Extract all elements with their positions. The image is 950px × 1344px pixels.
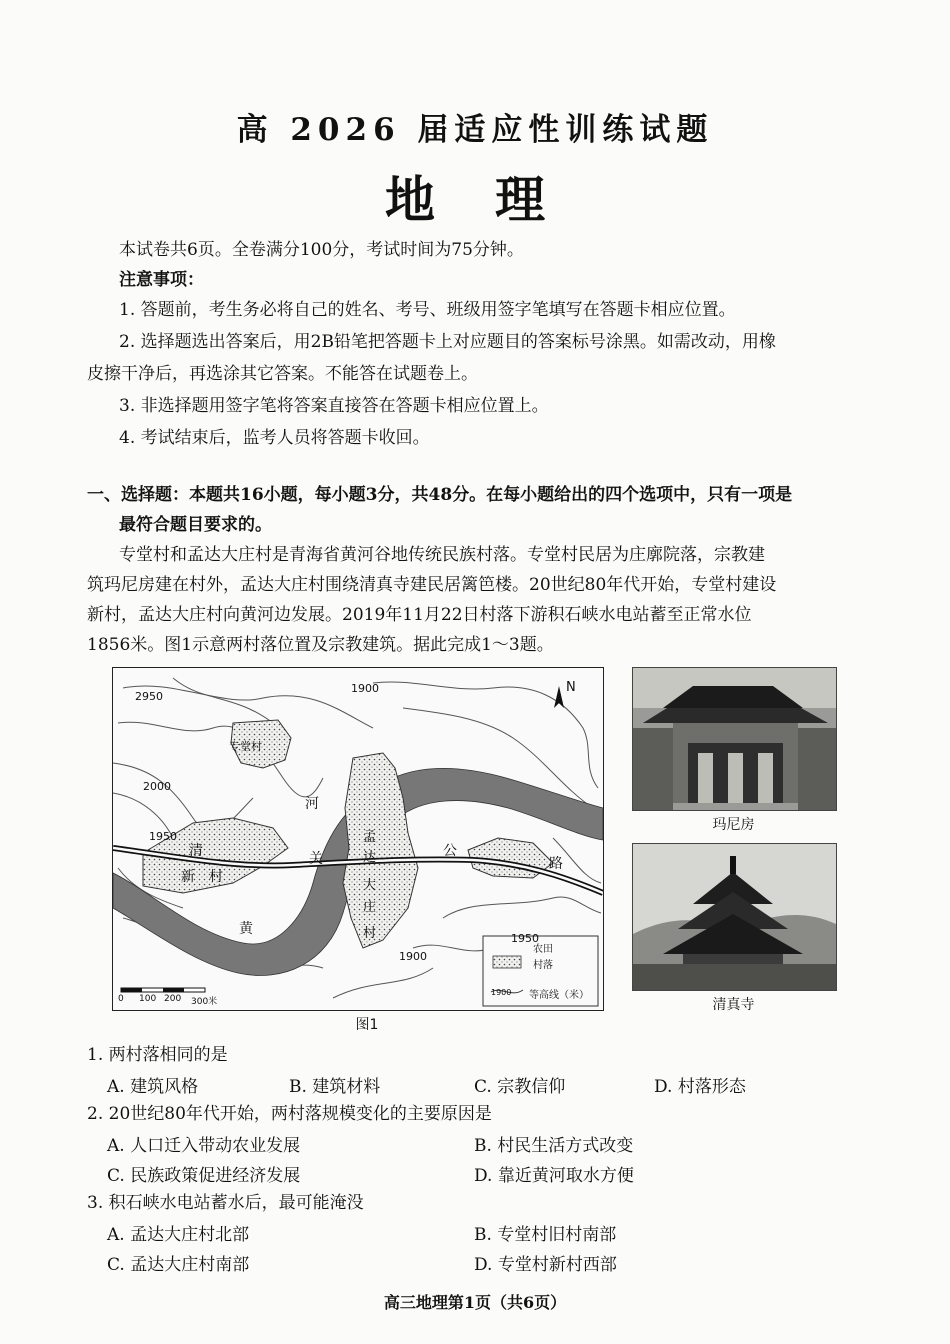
- label-mengda-4: 庄: [363, 900, 377, 915]
- label-qing: 清: [189, 843, 203, 859]
- question-3-option-c[interactable]: C. 孟达大庄村南部: [107, 1255, 250, 1275]
- label-mengda-1: 孟: [363, 830, 377, 845]
- legend-village: 村落: [533, 960, 553, 971]
- notice-line-2: 2. 选择题选出答案后，用2B铅笔把答题卡上对应题目的答案标号涂黑。如需改动，用橡: [119, 332, 776, 352]
- legend-farmland: 农田: [533, 944, 553, 955]
- section-heading: 一、选择题：本题共16小题，每小题3分，共48分。在每小题给出的四个选项中，只有一项是: [87, 485, 793, 505]
- scale-100: 100: [139, 994, 157, 1004]
- contour-label-2950: 2950: [135, 690, 163, 703]
- question-3-option-b[interactable]: B. 专堂村旧村南部: [474, 1225, 617, 1245]
- scale-200: 200: [164, 994, 182, 1004]
- question-2-option-c[interactable]: C. 民族政策促进经济发展: [107, 1166, 301, 1186]
- label-mengda-2: 达: [363, 850, 377, 865]
- notice-heading: 注意事项：: [119, 270, 204, 290]
- village-map: [112, 667, 604, 1011]
- legend-contour-sample: 1900: [491, 988, 512, 997]
- label-he: 河: [305, 796, 319, 812]
- label-mengda-3: 大: [363, 878, 377, 893]
- scale-bar: [121, 988, 205, 992]
- passage-line-2: 筑玛尼房建在村外，孟达大庄村围绕清真寺建民居篱笆楼。20世纪80年代开始，专堂村建设: [87, 575, 777, 595]
- scale-300: 300米: [191, 997, 218, 1007]
- map-drawing: [113, 668, 603, 1010]
- label-huang: 黄: [239, 921, 253, 937]
- passage-line-4: 1856米。图1示意两村落位置及宗教建筑。据此完成1～3题。: [87, 635, 554, 655]
- page-footer: 高三地理第1页（共6页）: [383, 1293, 567, 1312]
- passage-line-1: 专堂村和孟达大庄村是青海省黄河谷地传统民族村落。专堂村民居为庄廓院落，宗教建: [119, 545, 765, 565]
- label-gong: 公: [443, 843, 457, 859]
- exam-summary: 本试卷共6页。全卷满分100分，考试时间为75分钟。: [119, 240, 524, 260]
- label-lu: 路: [549, 856, 563, 872]
- mosque-photo: [632, 843, 837, 991]
- notice-line-2-cont: 皮擦干净后，再选涂其它答案。不能答在试题卷上。: [87, 364, 478, 384]
- question-2-option-a[interactable]: A. 人口迁入带动农业发展: [107, 1136, 301, 1156]
- question-3-stem: 3. 积石峡水电站蓄水后，最可能淹没: [87, 1193, 364, 1213]
- passage-line-3: 新村，孟达大庄村向黄河边发展。2019年11月22日村落下游积石峡水电站蓄至正常水位: [87, 605, 752, 625]
- contour-label-2000: 2000: [143, 780, 171, 793]
- notice-line-1: 1. 答题前，考生务必将自己的姓名、考号、班级用签字笔填写在答题卡相应位置。: [119, 300, 736, 320]
- question-2-option-b[interactable]: B. 村民生活方式改变: [474, 1136, 634, 1156]
- contour-label-1900-bottom: 1900: [399, 950, 427, 963]
- mani-house-caption: 玛尼房: [712, 817, 755, 833]
- figure-caption: 图1: [355, 1017, 379, 1033]
- label-cun: 村: [209, 869, 223, 885]
- question-3-option-d[interactable]: D. 专堂村新村西部: [474, 1255, 617, 1275]
- mani-house-photo: [632, 667, 837, 811]
- question-1-option-c[interactable]: C. 宗教信仰: [474, 1077, 566, 1097]
- mosque-caption: 清真寺: [712, 997, 755, 1013]
- north-arrow: [554, 686, 564, 708]
- exam-title: 高 2026 届适应性训练试题: [236, 112, 714, 148]
- contour-label-1900-top: 1900: [351, 682, 379, 695]
- section-heading-cont: 最符合题目要求的。: [119, 515, 272, 535]
- question-3-option-a[interactable]: A. 孟达大庄村北部: [107, 1225, 250, 1245]
- question-1-stem: 1. 两村落相同的是: [87, 1045, 228, 1065]
- legend-contour: 等高线（米）: [529, 990, 589, 1001]
- label-zhuantang-village: 专堂村: [229, 740, 262, 753]
- question-2-option-d[interactable]: D. 靠近黄河取水方便: [474, 1166, 634, 1186]
- notice-line-3: 3. 非选择题用签字笔将答案直接答在答题卡相应位置上。: [119, 396, 549, 416]
- north-label: N: [566, 680, 576, 695]
- scale-0: 0: [118, 994, 124, 1004]
- notice-line-4: 4. 考试结束后，监考人员将答题卡收回。: [119, 428, 430, 448]
- contour-label-1950-right: 1950: [511, 932, 539, 945]
- question-1-option-b[interactable]: B. 建筑材料: [289, 1077, 381, 1097]
- contour-label-1950-left: 1950: [149, 830, 177, 843]
- question-1-option-d[interactable]: D. 村落形态: [654, 1077, 746, 1097]
- label-mengda-5: 村: [363, 926, 377, 941]
- label-guan: 关: [309, 851, 323, 867]
- question-1-option-a[interactable]: A. 建筑风格: [107, 1077, 199, 1097]
- label-xin: 新: [181, 869, 195, 885]
- subject-title: 地理: [385, 170, 605, 229]
- question-2-stem: 2. 20世纪80年代开始，两村落规模变化的主要原因是: [87, 1104, 492, 1124]
